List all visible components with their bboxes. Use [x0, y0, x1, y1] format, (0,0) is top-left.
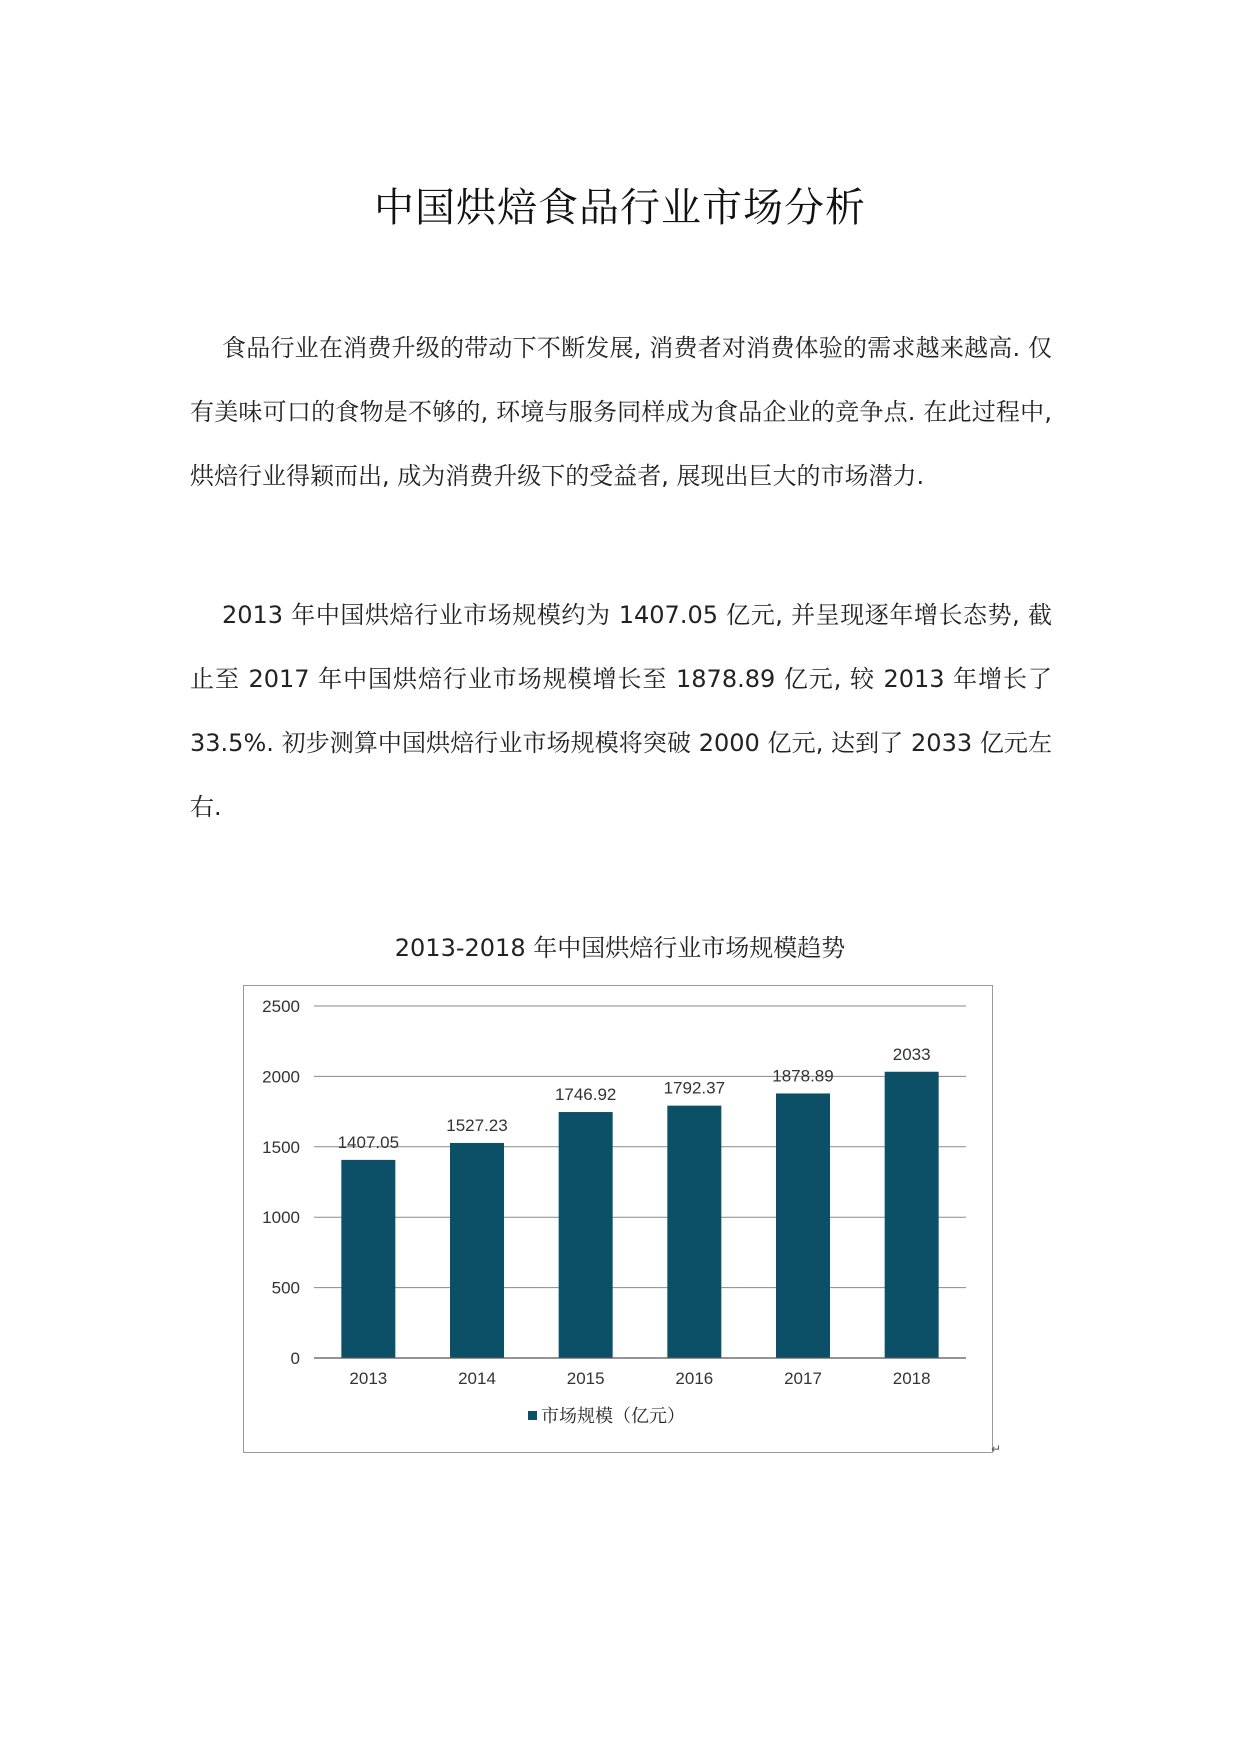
y-tick-label: 1500: [262, 1137, 300, 1157]
y-tick-label: 2000: [262, 1067, 300, 1087]
document-title: 中国烘焙食品行业市场分析: [374, 185, 866, 231]
bar-2015: [559, 1112, 613, 1358]
paragraph-market-size: 2013 年中国烘焙行业市场规模约为 1407.05 亿元, 并呈现逐年增长态势, 截止至 2017 年中国烘焙行业市场规模增长至 1878.89 亿元, 较 2013 年增长了 33.5%. 初步测算中国烘焙行业市场规模将突破 2000 亿元, 达到了 2033 亿元左右.: [190, 601, 1052, 821]
x-tick-label-2016: 2016: [675, 1369, 714, 1388]
grid-lines: [314, 1006, 966, 1288]
legend-swatch: [528, 1411, 537, 1420]
legend: [528, 1406, 685, 1427]
chart-title: 2013-2018 年中国烘焙行业市场规模趋势: [394, 934, 846, 962]
y-tick-label: 1000: [262, 1208, 300, 1228]
x-tick-label-2018: 2018: [892, 1369, 931, 1388]
bar-2018: [885, 1072, 939, 1358]
data-label-2017: 1878.89: [772, 1066, 834, 1086]
x-tick-label-2015: 2015: [566, 1369, 605, 1388]
data-label-2018: 2033: [892, 1044, 931, 1064]
bar-2013: [341, 1160, 395, 1358]
data-label-2014: 1527.23: [446, 1115, 508, 1135]
bar-chart: [243, 985, 993, 1453]
data-labels: [338, 1045, 931, 1152]
y-tick-label: 0: [290, 1349, 300, 1368]
bar-2014: [450, 1143, 504, 1358]
bar-chart-canvas: [244, 986, 992, 1452]
data-label-2015: 1746.92: [554, 1085, 617, 1105]
bar-2016: [667, 1106, 721, 1358]
x-tick-label-2017: 2017: [784, 1369, 822, 1388]
data-label-2013: 1407.05: [337, 1132, 400, 1152]
x-tick-label-2014: 2014: [458, 1369, 496, 1388]
paragraph-intro: 食品行业在消费升级的带动下不断发展, 消费者对消费体验的需求越来越高. 仅有美味可口的食物是不够的, 环境与服务同样成为食品企业的竞争点. 在此过程中, 烘焙行业得颖而出, 成为消费升级下的受益者, 展现出巨大的市场潜力.: [190, 334, 1052, 490]
x-tick-label-2013: 2013: [349, 1369, 388, 1388]
y-tick-label: 500: [271, 1278, 300, 1298]
legend-label: 市场规模（亿元）: [541, 1406, 685, 1427]
y-tick-label: 2500: [262, 997, 300, 1016]
data-label-2016: 1792.37: [663, 1078, 726, 1098]
paragraph-mark: ↵: [991, 1442, 1002, 1456]
bars: [341, 1072, 938, 1358]
bar-2017: [776, 1093, 830, 1358]
